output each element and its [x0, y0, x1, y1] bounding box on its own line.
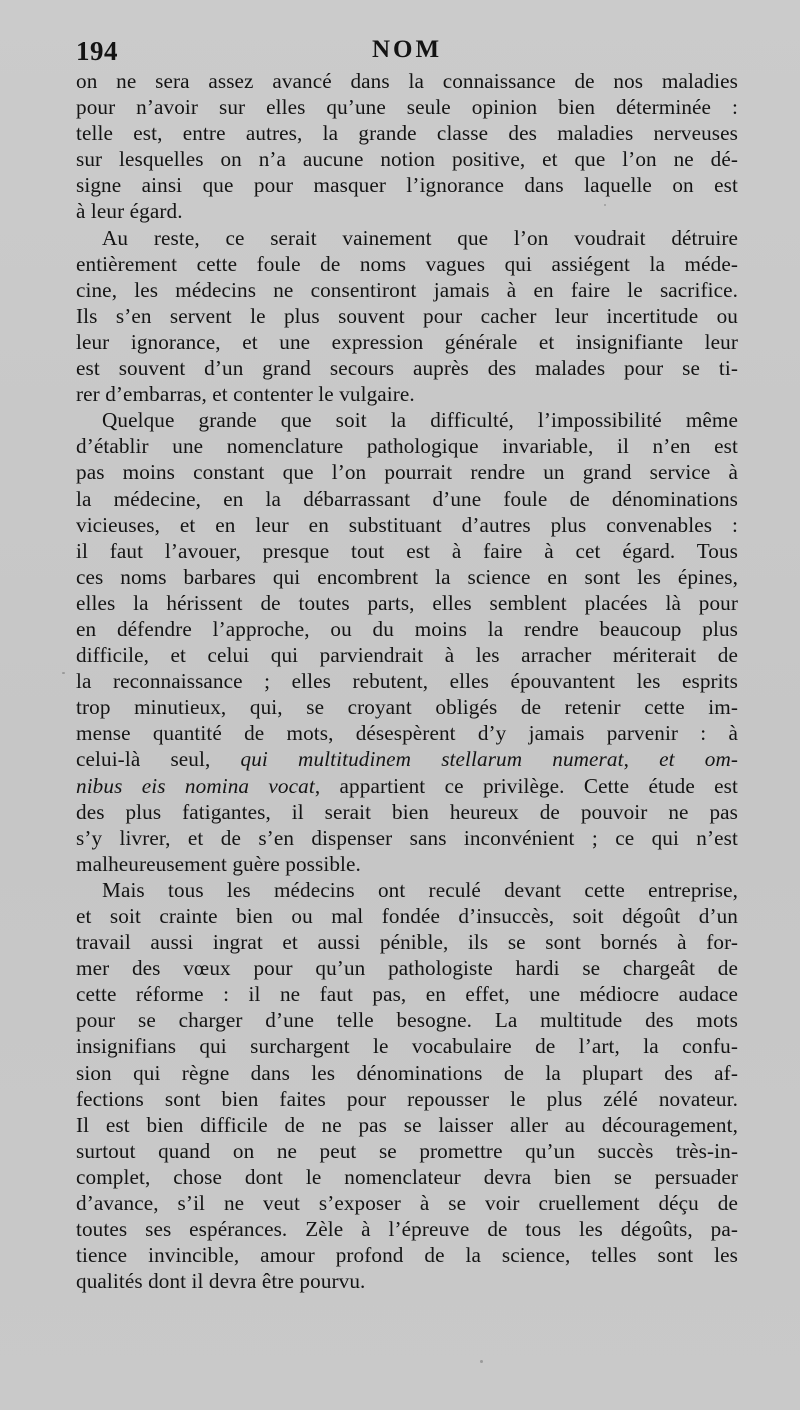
text-line: en défendre l’approche, ou du moins la rendre beaucoup plus	[76, 616, 738, 641]
text-line-with-latin-quote	[76, 746, 738, 772]
text-line: on ne sera assez avancé dans la connaissance de nos maladies	[76, 69, 738, 93]
text-line: malheureusement guère possible.	[76, 851, 361, 876]
text-line: des plus fatigantes, il serait bien heureux de pouvoir ne pas	[76, 799, 738, 824]
latin-quote: et om-	[659, 747, 739, 772]
text-line: il faut l’avouer, presque tout est à faire à cet égard. Tous	[76, 538, 738, 563]
page-header	[76, 36, 738, 68]
text-line: entièrement cette foule de noms vagues qui assiégent la méde-	[76, 251, 738, 276]
text-line: la médecine, en la débarrassant d’une foule de dénominations	[76, 486, 738, 511]
text-line: pas moins constant que l’on pourrait rendre un grand service à	[76, 460, 738, 485]
latin-quote: qui multitudinem stellarum numerat	[240, 747, 624, 772]
text-line: ces noms barbares qui encombrent la science en sont les épines,	[76, 564, 738, 589]
paragraph-first-line: Quelque grande que soit la difficulté, l’impossibilité même	[102, 408, 738, 433]
text-line: cette réforme : il ne faut pas, en effet, une médiocre audace	[76, 982, 738, 1007]
text-line: elles la hérissent de toutes parts, elles semblent placées là pour	[76, 590, 738, 615]
text-line: leur ignorance, et une expression générale et insignifiante leur	[76, 329, 738, 354]
text-line: la reconnaissance ; elles rebutent, elles épouvantent les esprits	[76, 669, 738, 694]
text-segment: celui-là seul,	[76, 747, 241, 772]
text-line: sur lesquelles on n’a aucune notion positive, et que l’on ne dé-	[76, 147, 738, 172]
text-segment: ,	[623, 747, 660, 772]
text-line: qualités dont il devra être pourvu.	[76, 1269, 366, 1294]
text-line: signe ainsi que pour masquer l’ignorance dans laquelle on est	[76, 173, 738, 198]
page-number: 194	[76, 36, 118, 66]
text-line: est souvent d’un grand secours auprès des malades pour se ti-	[76, 356, 738, 381]
text-line: insignifians qui surchargent le vocabulaire de l’art, la confu-	[76, 1034, 738, 1059]
text-line: toutes ses espérances. Zèle à l’épreuve de tous les dégoûts, pa-	[76, 1217, 738, 1242]
paragraph-first-line: Mais tous les médecins ont reculé devant cette entreprise,	[102, 877, 738, 902]
text-line: surtout quand on ne peut se promettre qu’un succès très-in-	[76, 1138, 738, 1163]
paper-speck	[480, 1360, 483, 1363]
text-line: complet, chose dont le nomenclateur devra bien se persuader	[76, 1164, 738, 1189]
text-line: mense quantité de mots, désespèrent d’y jamais parvenir : à	[76, 721, 738, 746]
text-line: Il est bien difficile de ne pas se laisser aller au découragement,	[76, 1112, 738, 1137]
text-line: pour n’avoir sur elles qu’une seule opinion bien déterminée :	[76, 95, 738, 120]
text-line: et soit crainte bien ou mal fondée d’insuccès, soit dégoût d’un	[76, 904, 738, 928]
text-line: d’établir une nomenclature pathologique invariable, il n’en est	[76, 434, 738, 459]
text-line: travail aussi ingrat et aussi pénible, ils se sont bornés à for-	[76, 930, 738, 955]
text-line: s’y livrer, et de s’en dispenser sans inconvénient ; ce qui n’est	[76, 825, 738, 850]
text-line: telle est, entre autres, la grande classe des maladies nerveuses	[76, 121, 738, 146]
body-text	[76, 68, 738, 1294]
text-line: d’avance, s’il ne veut s’exposer à se voir cruellement déçu de	[76, 1191, 738, 1216]
running-head: NOM	[371, 36, 443, 63]
text-line-with-latin-quote	[76, 773, 738, 799]
text-line: à leur égard.	[76, 199, 183, 224]
text-line: sion qui règne dans les dénominations de la plupart des af-	[76, 1060, 738, 1085]
text-line: vicieuses, et en leur en substituant d’autres plus convenables :	[76, 512, 738, 537]
text-line: tience invincible, amour profond de la science, telles sont les	[76, 1243, 738, 1268]
text-line: pour se charger d’une telle besogne. La multitude des mots	[76, 1008, 738, 1033]
text-line: rer d’embarras, et contenter le vulgaire.	[76, 382, 415, 407]
text-line: trop minutieux, qui, se croyant obligés de retenir cette im-	[76, 695, 738, 720]
text-segment: , appartient ce privilège. Cette étude est	[314, 773, 738, 798]
latin-quote: nibus eis nomina vocat	[76, 773, 315, 798]
text-line: fections sont bien faites pour repousser le plus zélé novateur.	[76, 1086, 738, 1111]
text-line: mer des vœux pour qu’un pathologiste hardi se chargeât de	[76, 956, 738, 981]
text-line: Ils s’en servent le plus souvent pour cacher leur incertitude ou	[76, 303, 738, 328]
text-line: cine, les médecins ne consentiront jamais à en faire le sacrifice.	[76, 277, 738, 302]
paragraph-first-line: Au reste, ce serait vainement que l’on voudrait détruire	[102, 225, 738, 250]
text-line: difficile, et celui qui parviendrait à les arracher mériterait de	[76, 643, 738, 668]
paper-speck	[604, 204, 606, 206]
paper-speck	[62, 672, 65, 674]
